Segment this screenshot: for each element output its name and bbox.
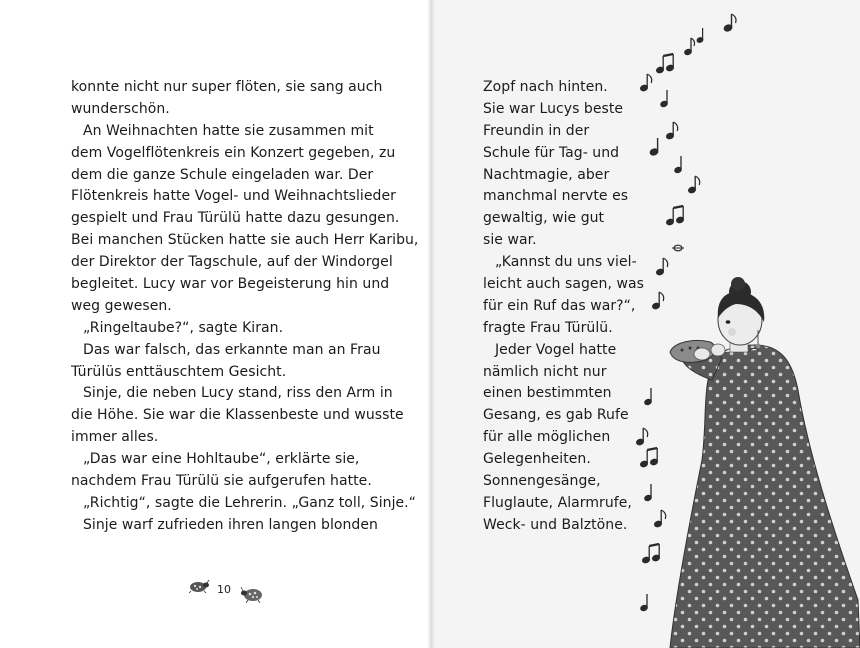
text-line: Sonnengesänge, bbox=[483, 473, 601, 490]
text-line: Sinje, die neben Lucy stand, riss den Arm in bbox=[83, 385, 393, 402]
text-line: weg gewesen. bbox=[71, 297, 172, 314]
text-line: Freundin in der bbox=[483, 122, 590, 139]
book-gutter bbox=[428, 0, 434, 648]
text-line: Jeder Vogel hatte bbox=[495, 341, 617, 358]
text-line: Gelegenheiten. bbox=[483, 451, 591, 468]
text-line: dem die ganze Schule eingeladen war. Der bbox=[71, 166, 374, 183]
text-line: die Höhe. Sie war die Klassenbeste und wusste bbox=[71, 407, 404, 424]
text-line: sie war. bbox=[483, 232, 537, 249]
text-line: Bei manchen Stücken hatte sie auch Herr Karibu, bbox=[71, 232, 419, 249]
text-line: immer alles. bbox=[71, 429, 159, 446]
text-line: Flötenkreis hatte Vogel- und Weihnachtslieder bbox=[71, 188, 396, 205]
text-line: „Richtig“, sagte die Lehrerin. „Ganz toll, Sinje.“ bbox=[83, 494, 416, 511]
text-line: manchmal nervte es bbox=[483, 188, 629, 205]
text-line: Sinje warf zufrieden ihren langen blonden bbox=[83, 516, 378, 533]
text-line: Sie war Lucys beste bbox=[483, 100, 624, 117]
text-line: nachdem Frau Türülü sie aufgerufen hatte. bbox=[71, 473, 372, 490]
text-line: Das war falsch, das erkannte man an Frau bbox=[83, 341, 381, 358]
dress bbox=[670, 345, 860, 648]
text-line: einen bestimmten bbox=[483, 385, 612, 402]
text-line: „Das war eine Hohltaube“, erklärte sie, bbox=[83, 451, 360, 468]
text-line: „Ringeltaube?“, sagte Kiran. bbox=[83, 319, 284, 336]
text-line: fragte Frau Türülü. bbox=[483, 319, 613, 336]
page-footer bbox=[186, 575, 276, 605]
right-page-text bbox=[483, 77, 643, 537]
beetle-icon bbox=[240, 585, 266, 603]
text-line: Weck- und Balztöne. bbox=[483, 516, 628, 533]
text-line: wunderschön. bbox=[71, 100, 170, 117]
text-line: dem Vogelflötenkreis ein Konzert gegeben, zu bbox=[71, 144, 396, 161]
text-line: leicht auch sagen, was bbox=[483, 276, 644, 293]
text-line: gespielt und Frau Türülü hatte dazu gesungen. bbox=[71, 210, 400, 227]
left-page-text bbox=[71, 77, 419, 537]
right-page bbox=[430, 0, 860, 648]
text-line: Türülüs enttäuschtem Gesicht. bbox=[71, 363, 287, 380]
text-line: für ein Ruf das war?“, bbox=[483, 297, 636, 314]
text-line: konnte nicht nur super flöten, sie sang auch bbox=[71, 79, 383, 95]
text-line: Schule für Tag- und bbox=[483, 144, 620, 161]
text-line: Zopf nach hinten. bbox=[483, 79, 608, 95]
text-line: Gesang, es gab Rufe bbox=[483, 407, 629, 424]
teacher-illustration bbox=[630, 0, 860, 648]
page-number: 10 bbox=[217, 583, 231, 596]
text-line: Fluglaute, Alarmrufe, bbox=[483, 494, 632, 511]
ladybug-icon bbox=[186, 577, 210, 593]
text-line: der Direktor der Tagschule, auf der Windorgel bbox=[71, 254, 393, 271]
text-line: An Weihnachten hatte sie zusammen mit bbox=[83, 122, 374, 139]
text-line: für alle möglichen bbox=[483, 429, 611, 446]
text-line: Nachtmagie, aber bbox=[483, 166, 610, 183]
text-line: nämlich nicht nur bbox=[483, 363, 607, 380]
text-line: begleitet. Lucy war vor Begeisterung hin und bbox=[71, 276, 390, 293]
text-line: „Kannst du uns viel- bbox=[495, 254, 637, 271]
text-line: gewaltig, wie gut bbox=[483, 210, 605, 227]
